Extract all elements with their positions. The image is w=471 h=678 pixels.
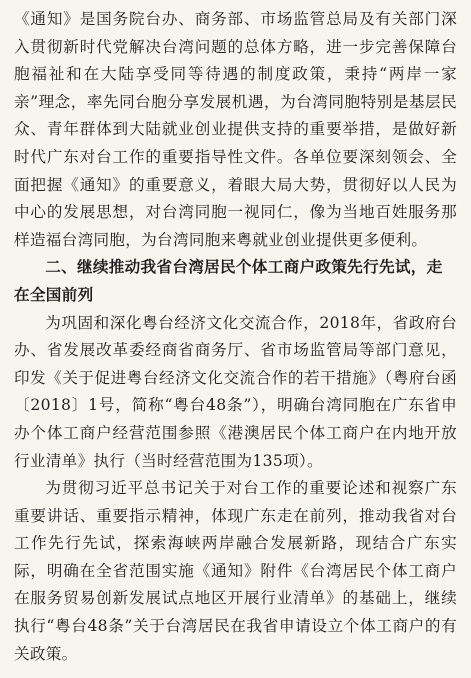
- paragraph-guangdong-taiwan-measures: 为巩固和深化粤台经济文化交流合作，2018年，省政府台办、省发展改革委经商省商务厅、省市场监管局等部门意见，印发《关于促进粤台经济文化交流合作的若干措施》（粤府台函〔2018〕1号，简称“粤台48条”），明确台湾同胞在广东省申办个体工商户经营范围参照《港澳居民个体工商户在内地开放行业清单》执行（当时经营范围为135项）。: [14, 313, 457, 470]
- paragraph-implementation: 为贯彻习近平总书记关于对台工作的重要论述和视察广东重要讲话、重要指示精神，体现广东走在前列，推动我省对台工作先行先试，探索海峡两岸融合发展新路，现结合广东实际，明确在全省范围实施《通知》附件《台湾居民个体工商户在服务贸易创新发展试点地区开展行业清单》的基础上，继续执行“粤台48条”关于台湾居民在我省申请设立个体工商户的有关政策。: [14, 479, 457, 663]
- paragraph-notice-significance: 《通知》是国务院台办、商务部、市场监管总局及有关部门深入贯彻新时代党解决台湾问题的总体方略，进一步完善保障台胞福祉和在大陆享受同等待遇的制度政策，秉持“两岸一家亲”理念，率先同台胞分享发展机遇，为台湾同胞特别是基层民众、青年群体到大陆就业创业提供支持的重要举措，是做好新时代广东对台工作的重要指导性文件。各单位要深刻领会、全面把握《通知》的重要意义，着眼大局大势，贯彻好以人民为中心的发展思想，对台湾同胞一视同仁，像为当地百姓服务那样造福台湾同胞，为台湾同胞来粤就业创业提供更多便利。: [14, 10, 457, 249]
- section-heading-two: 二、继续推动我省台湾居民个体工商户政策先行先试，走在全国前列: [14, 258, 443, 304]
